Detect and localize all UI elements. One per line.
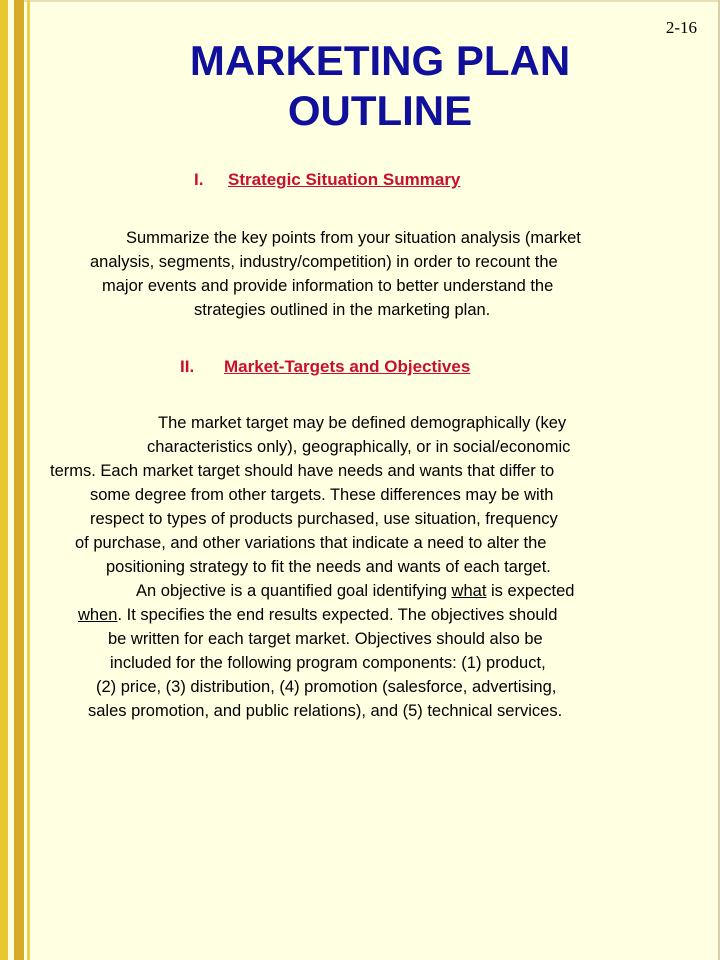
section-2-number: II.: [180, 357, 195, 376]
section-2-line: The market target may be defined demographically (key: [158, 414, 567, 432]
section-2-line: some degree from other targets. These differences may be with: [90, 486, 554, 504]
section-1-title: Strategic Situation Summary: [228, 170, 461, 189]
section-2-heading: [180, 357, 470, 377]
objective-line-2: when. It specifies the end results expected. The objectives should: [78, 606, 558, 624]
section-1-line: strategies outlined in the marketing plan.: [194, 301, 491, 319]
section-2-line: of purchase, and other variations that indicate a need to alter the: [75, 534, 547, 552]
title-line-2: OUTLINE: [287, 87, 473, 134]
emphasis-what: what: [451, 582, 487, 600]
frame-top-border: [0, 0, 720, 2]
left-decorative-bar-thin: [27, 0, 30, 960]
section-2-title: Market-Targets and Objectives: [224, 357, 471, 376]
section-2-line: terms. Each market target should have needs and wants that differ to: [50, 462, 555, 480]
objective-line: included for the following program components: (1) product,: [110, 654, 546, 672]
left-decorative-bar-outer: [0, 0, 8, 960]
emphasis-when: when: [78, 606, 118, 624]
page-number: 2-16: [665, 18, 697, 37]
objective-line: be written for each target market. Objectives should also be: [108, 630, 543, 648]
title-line-1: MARKETING PLAN: [189, 37, 571, 84]
section-1-line: major events and provide information to better understand the: [102, 277, 554, 295]
section-1-line: analysis, segments, industry/competition) in order to recount the: [90, 253, 558, 271]
objective-line-1: An objective is a quantified goal identifying what is expected: [136, 582, 575, 600]
section-1-line: Summarize the key points from your situation analysis (market: [126, 229, 581, 247]
section-2-line: positioning strategy to fit the needs and wants of each target.: [106, 558, 551, 576]
objective-line: sales promotion, and public relations), and (5) technical services.: [88, 702, 563, 720]
section-1-number: I.: [194, 170, 204, 189]
section-2-line: characteristics only), geographically, or in social/economic: [147, 438, 571, 456]
section-2-line: respect to types of products purchased, use situation, frequency: [90, 510, 558, 528]
left-decorative-bar-inner: [14, 0, 24, 960]
objective-line: (2) price, (3) distribution, (4) promotion (salesforce, advertising,: [96, 678, 557, 696]
section-1-heading: [194, 170, 460, 190]
page-title: [30, 36, 720, 136]
